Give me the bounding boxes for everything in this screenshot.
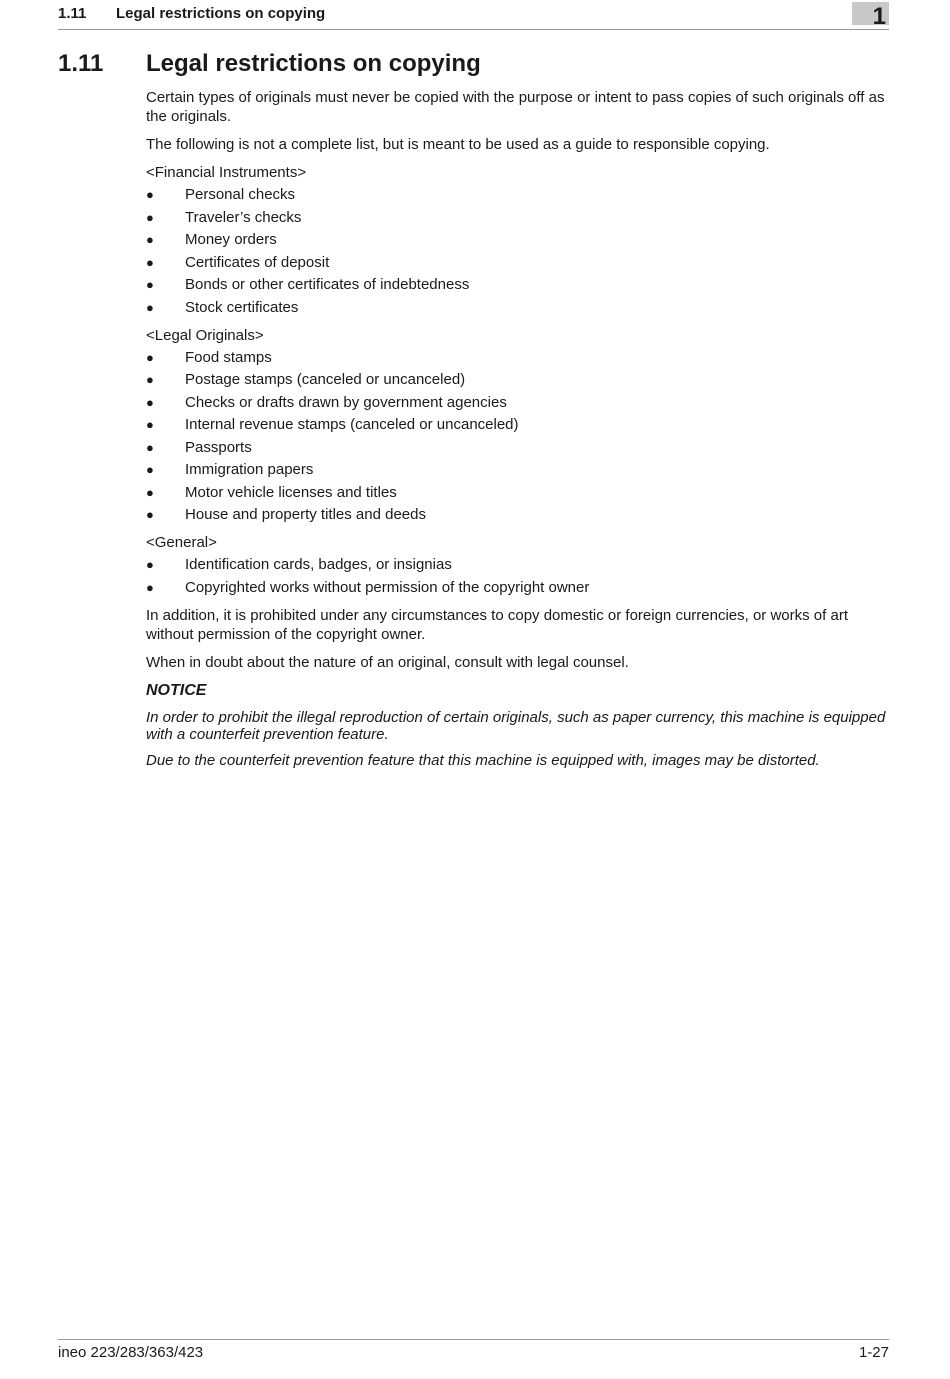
- bullet-icon: ●: [146, 439, 154, 455]
- page-footer: [58, 1339, 889, 1361]
- list-item: [146, 275, 891, 294]
- list-item: [146, 555, 891, 574]
- list-item: [146, 438, 891, 457]
- intro-paragraph: Certain types of originals must never be copied with the purpose or intent to pass copies of such originals off as the originals.: [146, 89, 885, 125]
- list-item: [146, 393, 891, 412]
- chapter-tab: 1: [852, 2, 889, 25]
- group-label-general: <General>: [146, 534, 217, 551]
- bullet-icon: ●: [146, 299, 154, 315]
- closing-paragraph: In addition, it is prohibited under any circumstances to copy domestic or foreign currencies, or works of art without permission of the copyright owner.: [146, 606, 848, 643]
- group-label-legal: <Legal Originals>: [146, 326, 264, 344]
- bullet-icon: ●: [146, 579, 154, 595]
- list-item: [146, 298, 891, 317]
- bullet-icon: ●: [146, 232, 154, 247]
- list-item-text: House and property titles and deeds: [185, 506, 426, 523]
- list-item: [146, 185, 891, 204]
- footer-model: ineo 223/283/363/423: [58, 1344, 204, 1361]
- bullet-icon: ●: [146, 277, 154, 292]
- list-item: [146, 483, 891, 502]
- list-item-text: Checks or drafts drawn by government agencies: [185, 393, 507, 411]
- bullet-icon: ●: [146, 372, 154, 387]
- list-item-text: Identification cards, badges, or insignias: [185, 556, 452, 573]
- list-item-text: Traveler’s checks: [185, 208, 302, 226]
- bullet-icon: ●: [146, 507, 154, 522]
- list-item: [146, 253, 891, 272]
- footer-page-number: 1-27: [858, 1344, 889, 1361]
- list-item-text: Certificates of deposit: [185, 253, 330, 271]
- list-item-text: Food stamps: [185, 348, 272, 366]
- notice-block: [146, 681, 891, 769]
- list-item-text: Bonds or other certificates of indebtedness: [185, 276, 470, 293]
- list-item-text: Personal checks: [185, 186, 296, 203]
- closing-paragraph: When in doubt about the nature of an original, consult with legal counsel.: [146, 653, 629, 671]
- bullet-icon: ●: [146, 417, 154, 432]
- list-item: [146, 578, 891, 597]
- bullet-list-financial: [146, 185, 891, 317]
- list-item: [146, 208, 891, 227]
- notice-paragraph: Due to the counterfeit prevention feature that this machine is equipped with, images may be distorted.: [146, 751, 820, 769]
- list-item: [146, 460, 891, 479]
- list-item-text: Postage stamps (canceled or uncanceled): [185, 371, 466, 388]
- page-title: [58, 50, 481, 78]
- bullet-icon: ●: [146, 394, 154, 410]
- bullet-list-legal: [146, 348, 891, 525]
- main-content: [146, 88, 891, 778]
- header-section-title: Legal restrictions on copying: [116, 5, 326, 22]
- notice-title: NOTICE: [146, 681, 207, 699]
- bullet-icon: ●: [146, 462, 154, 477]
- section-number: 1.11: [58, 50, 104, 77]
- list-item: [146, 348, 891, 367]
- header-section-number: 1.11: [58, 5, 87, 22]
- list-item-text: Money orders: [185, 231, 277, 248]
- list-item: [146, 370, 891, 389]
- list-item-text: Stock certificates: [185, 298, 299, 316]
- list-item: [146, 505, 891, 524]
- list-item-text: Internal revenue stamps (canceled or uncanceled): [185, 416, 519, 433]
- notice-paragraph: In order to prohibit the illegal reproduction of certain originals, such as paper currency, this machine is equipped with a counterfeit prevention feature.: [146, 708, 886, 743]
- list-item: [146, 230, 891, 249]
- bullet-icon: ●: [146, 209, 154, 225]
- running-header: [58, 3, 889, 30]
- bullet-icon: ●: [146, 557, 154, 572]
- bullet-icon: ●: [146, 484, 154, 500]
- bullet-list-general: [146, 555, 891, 597]
- bullet-icon: ●: [146, 187, 154, 202]
- list-item-text: Copyrighted works without permission of the copyright owner: [185, 578, 590, 596]
- group-label-financial: <Financial Instruments>: [146, 164, 307, 181]
- section-title: Legal restrictions on copying: [146, 50, 481, 77]
- intro-paragraph: The following is not a complete list, but is meant to be used as a guide to responsible copying.: [146, 136, 770, 153]
- list-item: [146, 415, 891, 434]
- list-item-text: Passports: [185, 438, 252, 456]
- list-item-text: Immigration papers: [185, 461, 314, 478]
- bullet-icon: ●: [146, 254, 154, 270]
- bullet-icon: ●: [146, 349, 154, 365]
- list-item-text: Motor vehicle licenses and titles: [185, 483, 397, 501]
